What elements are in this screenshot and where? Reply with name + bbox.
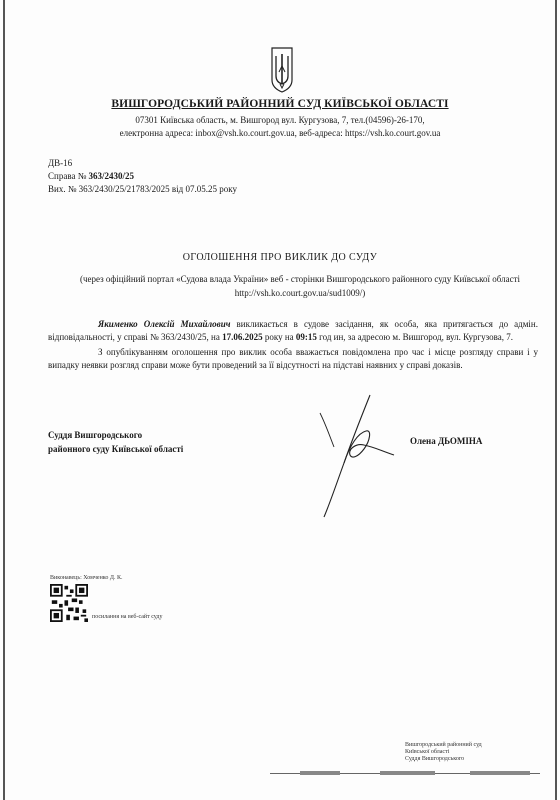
case-label: Справа № — [48, 171, 87, 181]
person-name: Якименко Олексій Михайлович — [98, 319, 231, 329]
stamp-line2: Київської області — [405, 749, 450, 755]
notice-title: ОГОЛОШЕННЯ ПРО ВИКЛИК ДО СУДУ — [182, 252, 378, 263]
footer-scan-noise — [270, 770, 540, 777]
stamp-line3: Суддя Вишгородського — [405, 756, 465, 762]
stamp-line1: Вишгородський районний суд — [405, 742, 482, 748]
trident-emblem-icon — [270, 44, 294, 94]
handwritten-signature — [300, 385, 420, 525]
case-number-line — [48, 170, 237, 183]
hearing-time: 09:15 — [295, 332, 317, 342]
summons-text-b: року на — [262, 332, 296, 342]
notice-subtitle: (через офіційний портал «Судова влада України» веб - сторінки Вишгородського районного суду Київської області http://vsh.ko.court.gov.ua/sud1009/) — [79, 274, 521, 298]
summons-paragraph — [48, 318, 538, 344]
consequence-paragraph: З опублікуванням оголошення про виклик особа вважається повідомлена про час і місце розгляду справи і у випадку неявки розгляд справи може бути проведений за її відсутності на підставі наявних у справі доказів. — [48, 347, 538, 370]
summons-text-a: викликається в судове засідання, як особа, яка притягається до адмін. відповідальності, у справі № 363/2430/25, на — [48, 319, 538, 342]
reference-block — [48, 157, 237, 196]
case-number: 363/2430/25 — [88, 171, 135, 181]
judge-title — [48, 428, 183, 456]
notice-body — [48, 318, 538, 374]
qr-label: посилання на веб-сайт суду — [92, 614, 163, 620]
judge-title-line2: районного суду Київської області — [48, 444, 184, 454]
executor-line: Виконавець: Хомченко Д. К. — [50, 575, 123, 581]
outgoing-number: Вих. № 363/2430/25/21783/2025 від 07.05.25 року — [48, 184, 237, 194]
footer-stamp — [405, 742, 482, 763]
summons-text-c: год ин, за адресою м. Вишгород, вул. Кургузова, 7. — [316, 332, 514, 342]
court-name: ВИШГОРОДСЬКИЙ РАЙОННИЙ СУД КИЇВСЬКОЇ ОБЛАСТІ — [111, 98, 449, 110]
judge-name: Олена ДЬОМІНА — [410, 436, 483, 446]
hearing-date: 17.06.2025 — [222, 332, 263, 342]
judge-title-line1: Суддя Вишгородського — [48, 430, 143, 440]
court-contacts: електронна адреса: inbox@vsh.ko.court.gov.ua, веб-адреса: https://vsh.ko.court.gov.ua — [119, 128, 441, 138]
court-address: 07301 Київська область, м. Вишгород вул. Кургузова, 7, тел.(04596)-26-170, — [135, 115, 425, 125]
qr-code-icon[interactable] — [50, 584, 88, 622]
form-code: ДВ-16 — [48, 158, 73, 168]
